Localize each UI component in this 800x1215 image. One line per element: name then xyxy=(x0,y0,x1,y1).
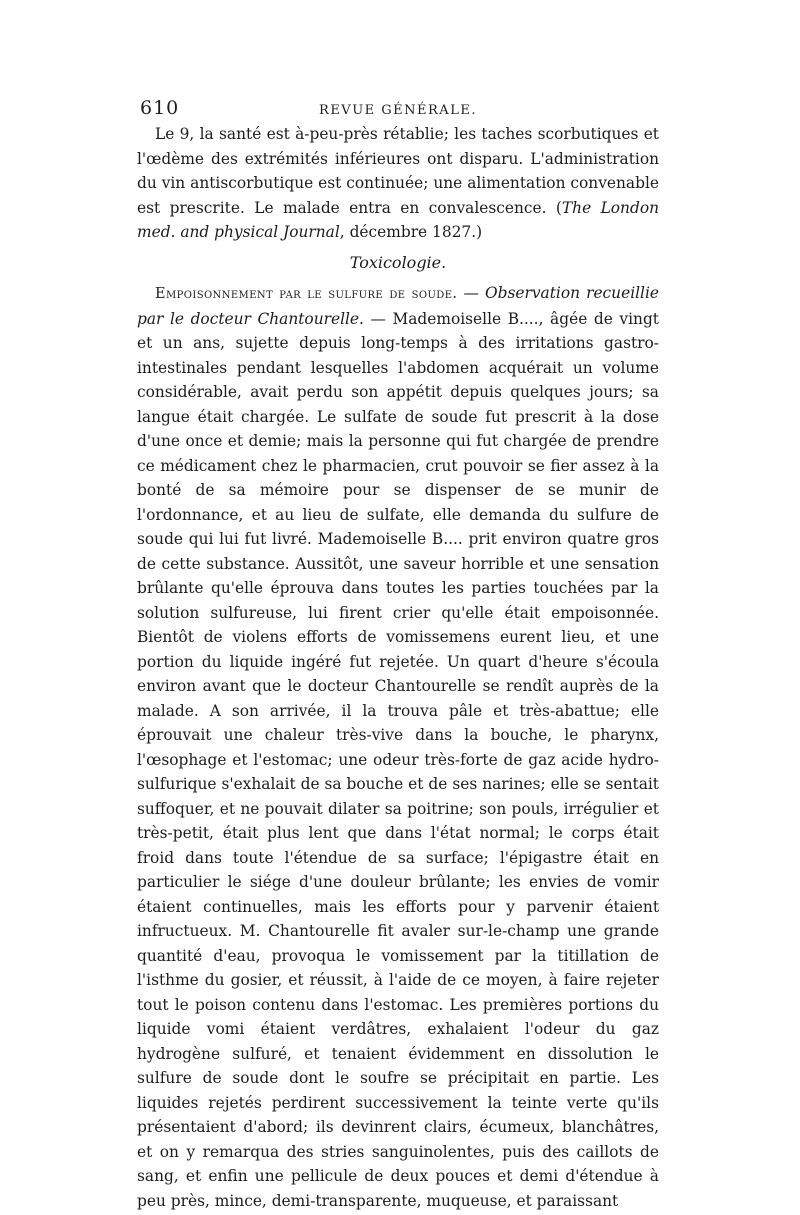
journal-citation: The London med. and physical Journal xyxy=(137,198,659,241)
paragraph-body: — Mademoiselle B...., âgée de vingt et un ans, sujette depuis long-temps à des irritations gastro-intestinales pendant lesquelles l'abdomen acquérait un volume considérable, avait perdu son appétit depuis quelques jours; sa langue était chargée. Le sulfate de soude fut prescrit à la dose d'une once et demie; mais la personne qui fut chargée de prendre ce médicament chez le pharmacien, crut pouvoir se fier assez à la bonté de sa mémoire pour se dispenser de se munir de l'ordonnance, et au lieu de sulfate, elle demanda du sulfure de soude qui lui fut livré. Mademoiselle B.... prit environ quatre gros de cette substance. Aussitôt, une saveur horrible et une sensation brûlante qu'elle éprouva dans toutes les parties touchées par la solution sulfureuse, lui firent crier qu'elle était empoisonnée. Bientôt de violens efforts de vomissemens eurent lieu, et une portion du liquide ingéré fut rejetée. Un quart d'heure s'écoula environ avant que le docteur Chantourelle se rendît auprès de la malade. A son arrivée, il la trouva pâle et très-abattue; elle éprouvait une chaleur très-vive dans la bouche, le pharynx, l'œsophage et l'estomac; une odeur très-forte de gaz acide hydro-sulfurique s'exhalait de sa bouche et de ses narines; elle se sentait suffoquer, et ne pouvait dilater sa poitrine; son pouls, irrégulier et très-petit, était plus lent que dans l'état normal; le corps était froid dans toute l'étendue de sa surface; l'épigastre était en particulier le siége d'une douleur brûlante; les envies de vomir étaient continuelles, mais les efforts pour y parvenir étaient infructueux. M. Chantourelle fit avaler sur-le-champ une grande quantité d'eau, provoqua le vomissement par la titillation de l'isthme du gosier, et réussit, à l'aide de ce moyen, à faire rejeter tout le poison contenu dans l'estomac. Les premières portions du liquide vomi étaient verdâtres, exhalaient l'odeur du gaz hydrogène sulfuré, et tenaient évidemment en dissolution le sulfure de soude dont le soufre se précipitait en partie. Les liquides rejetés perdirent successivement la teinte verte qu'ils présentaient d'abord; ils devinrent clairs, écumeux, blanchâtres, et on y remarqua des stries sanguinolentes, puis des caillots de sang, et enfin une pellicule de deux pouces et demi d'étendue à peu près, mince, demi-transparente, muqueuse, et paraissant xyxy=(137,309,659,1210)
running-title: REVUE GÉNÉRALE. xyxy=(319,103,477,118)
section-heading: Toxicologie. xyxy=(349,252,447,272)
article-lead: Empoisonnement par le sulfure de soude. xyxy=(155,286,458,302)
page-number: 610 xyxy=(140,97,180,119)
page-header xyxy=(137,96,659,122)
document-page xyxy=(137,96,659,1213)
paragraph-text: Le 9, la santé est à-peu-près rétablie; les taches scorbutiques et l'œdème des extrémités inférieures ont disparu. L'administration du vin antiscorbutique est continuée; une alimentation convenable est prescrite. Le malade entra en convalescence. ( xyxy=(137,125,659,217)
lead-dash: — xyxy=(457,284,486,302)
paragraph-convalescence xyxy=(137,122,659,245)
paragraph-poisoning xyxy=(137,281,659,1213)
observation-title: Observation recueillie par le docteur Chantourelle. xyxy=(137,284,659,328)
citation-date: , décembre 1827.) xyxy=(339,223,483,241)
